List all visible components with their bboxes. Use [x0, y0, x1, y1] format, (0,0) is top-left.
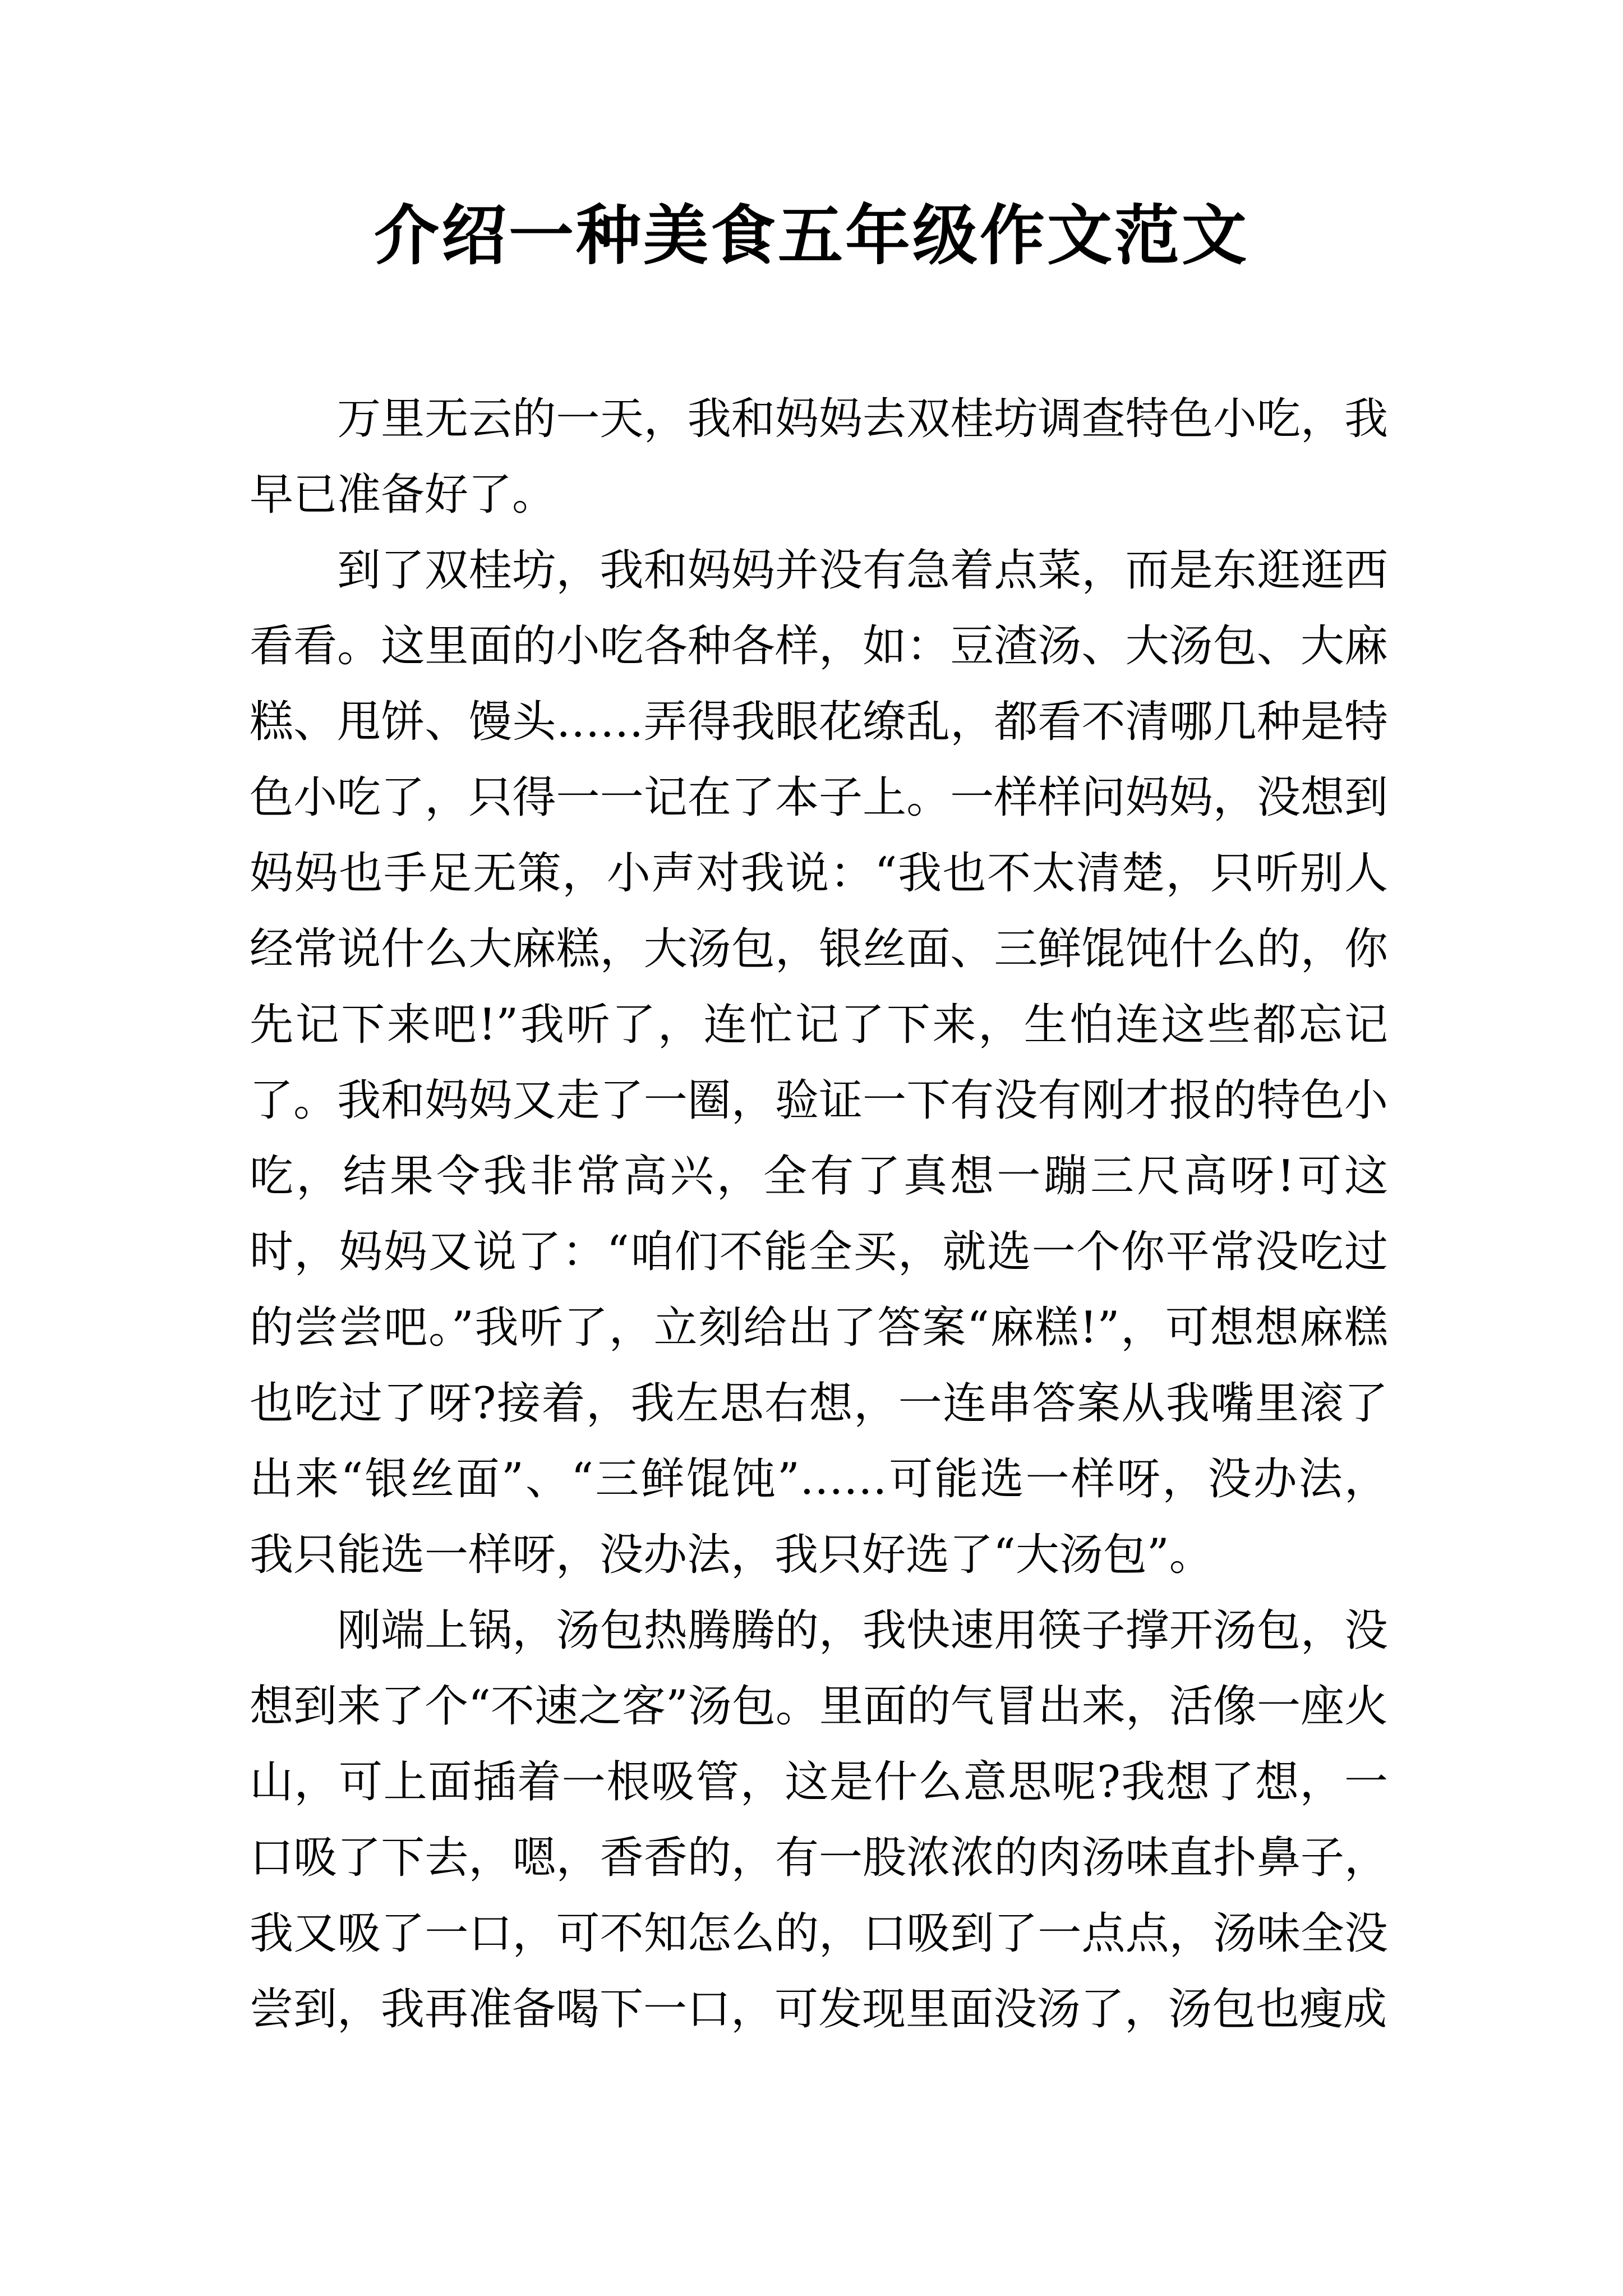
paragraph-3: 刚端上锅，汤包热腾腾的，我快速用筷子撑开汤包，没想到来了个“不速之客”汤包。里面的气冒出来，活像一座火山，可上面插着一根吸管，这是什么意思呢?我想了想，一口吸了下去，嗯，香香的，有一股浓浓的肉汤味直扑鼻子，我又吸了一口，可不知怎么的，口吸到了一点点，汤味全没尝到，我再准备喝下一口，可发现里面没汤了，汤包也瘦成 [250, 1605, 1388, 2035]
paragraph-2: 到了双桂坊，我和妈妈并没有急着点菜，而是东逛逛西看看。这里面的小吃各种各样，如：豆渣汤、大汤包、大麻糕、甩饼、馒头……弄得我眼花缭乱，都看不清哪几种是特色小吃了，只得一一记在了本子上。一样样问妈妈，没想到妈妈也手足无策，小声对我说：“我也不太清楚，只听别人经常说什么大麻糕，大汤包，银丝面、三鲜馄饨什么的，你先记下来吧!”我听了，连忙记了下来，生怕连这些都忘记了。我和妈妈又走了一圈，验证一下有没有刚才报的特色小吃，结果令我非常高兴，全有了真想一蹦三尺高呀!可这时，妈妈又说了：“咱们不能全买，就选一个你平常没吃过的尝尝吧。”我听了，立刻给出了答案“麻糕!”，可想想麻糕也吃过了呀?接着，我左思右想，一连串答案从我嘴里滚了出来“银丝面”、“三鲜馄饨”……可能选一样呀，没办法，我只能选一样呀，没办法，我只好选了“大汤包”。 [250, 545, 1388, 1580]
paragraph-1: 万里无云的一天，我和妈妈去双桂坊调查特色小吃，我早已准备好了。 [250, 394, 1388, 520]
document-title: 介绍一种美食五年级作文范文 [374, 197, 1249, 274]
document-body [250, 381, 1388, 2047]
